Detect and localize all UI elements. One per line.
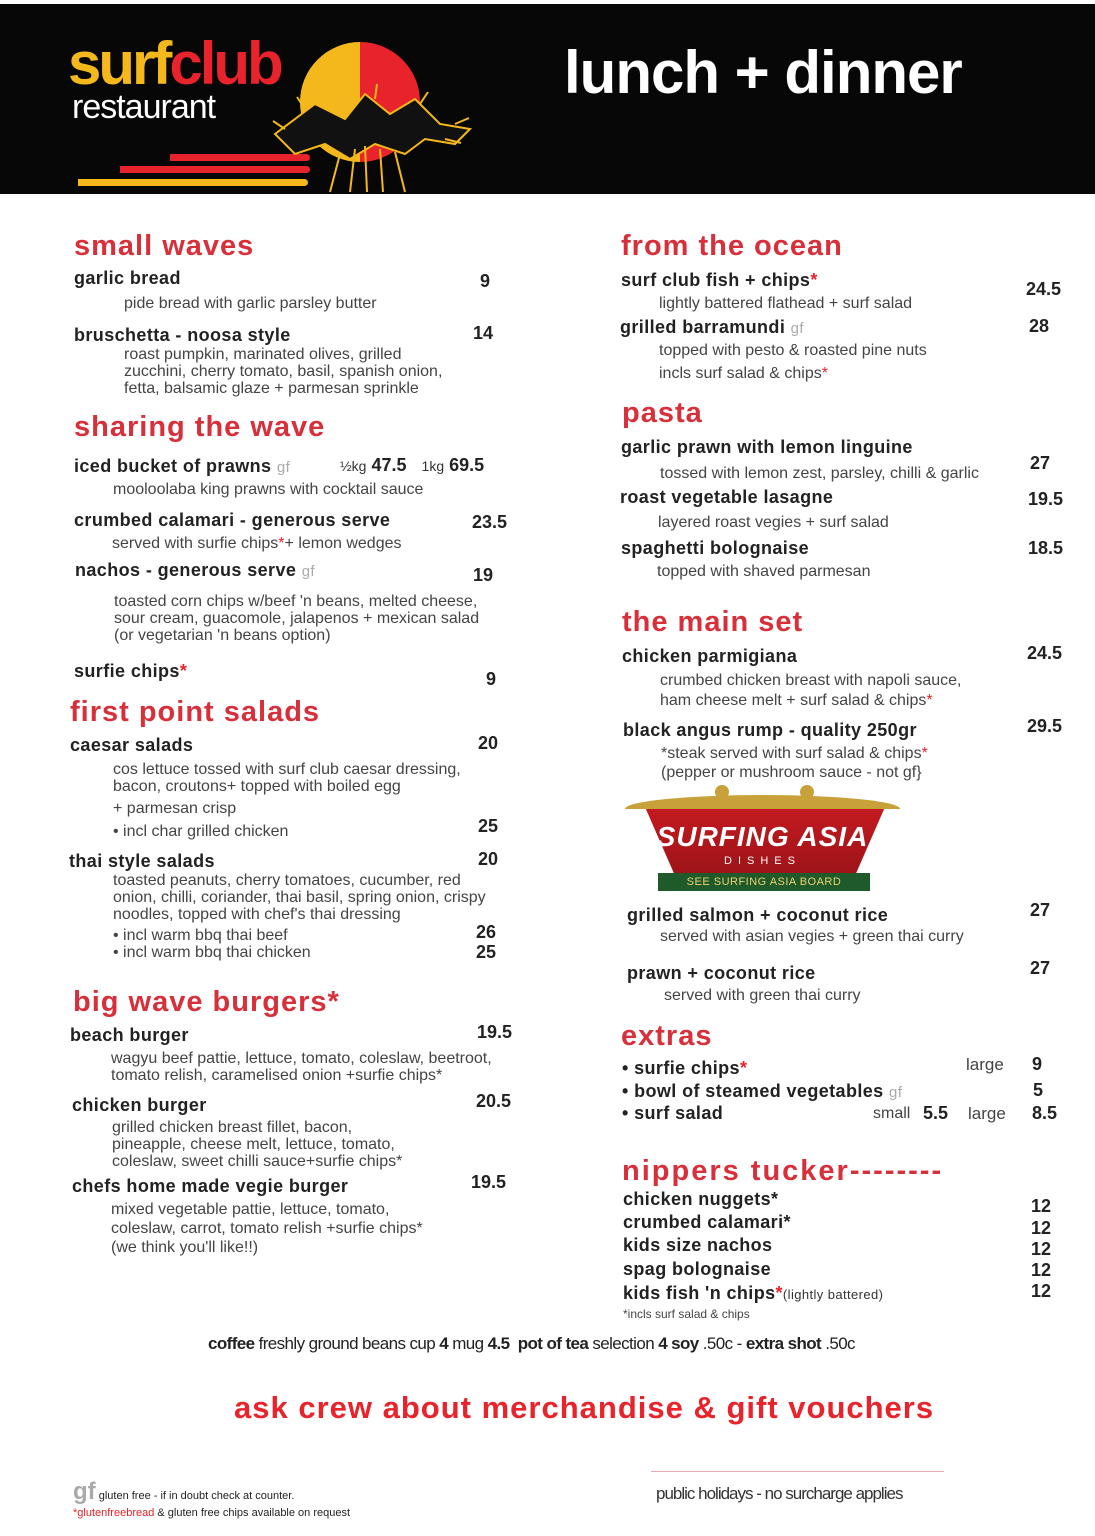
- menu-item-desc: pineapple, cheese melt, lettuce, tomato,: [112, 1136, 395, 1153]
- menu-item-name: kids size nachos: [623, 1235, 773, 1255]
- menu-item-price: 29.5: [1027, 716, 1063, 736]
- menu-item-name: beach burger: [70, 1025, 189, 1045]
- menu-item-price: 12: [1031, 1218, 1052, 1238]
- menu-item-name: kids fish 'n chips*(lightly battered): [623, 1283, 884, 1303]
- menu-item-name: garlic prawn with lemon linguine: [621, 437, 913, 457]
- section-title-pasta: pasta: [622, 397, 703, 429]
- gluten-free-tag: gf: [276, 459, 291, 476]
- menu-item-price: 24.5: [1026, 279, 1062, 299]
- menu-item-price: 19.5: [477, 1022, 513, 1042]
- menu-item-price: 14: [473, 323, 494, 343]
- size-label: large: [968, 1104, 1006, 1123]
- menu-item-name: surfie chips*: [74, 661, 188, 681]
- menu-item-option: • incl warm bbq thai chicken: [113, 944, 311, 961]
- surfing-asia-badge: [625, 785, 900, 895]
- badge-title: SURFING ASIA: [656, 821, 869, 852]
- note-text: & gluten free chips available on request: [157, 1507, 351, 1519]
- menu-item-name: prawn + coconut rice: [627, 963, 816, 983]
- drink-price: 4: [658, 1334, 668, 1353]
- price-value: 47.5: [371, 455, 407, 475]
- menu-item-desc: ham cheese melt + surf salad & chips*: [660, 692, 933, 709]
- menu-item-price: 26: [476, 922, 497, 942]
- menu-item-price: 12: [1031, 1239, 1052, 1259]
- menu-item-desc: crumbed chicken breast with napoli sauce,: [660, 672, 962, 689]
- menu-item-desc: onion, chilli, coriander, thai basil, spring onion, crispy: [113, 889, 486, 906]
- logo-wordmark: [68, 30, 281, 97]
- desc-text: incls surf salad & chips: [659, 365, 822, 382]
- size-label: large: [966, 1055, 1004, 1074]
- menu-item-option: • incl warm bbq thai beef: [113, 927, 288, 944]
- menu-item-price: 27: [1030, 453, 1051, 473]
- menu-item-name: surf club fish + chips*: [621, 270, 818, 290]
- size-label: small: [873, 1105, 911, 1122]
- menu-item-desc: toasted peanuts, cherry tomatoes, cucumber, red: [113, 872, 461, 889]
- palm-tree-icon: [255, 74, 485, 194]
- menu-item-name: grilled salmon + coconut rice: [627, 905, 889, 925]
- menu-item-desc: topped with pesto & roasted pine nuts: [659, 342, 927, 359]
- section-title-salads: first point salads: [70, 696, 321, 728]
- drink-name: pot of tea: [517, 1334, 589, 1353]
- menu-item-name: caesar salads: [70, 735, 194, 755]
- desc-text: ham cheese melt + surf salad & chips: [660, 692, 927, 709]
- section-title-sharing: sharing the wave: [74, 411, 326, 443]
- menu-item-desc: cos lettuce tossed with surf club caesar dressing,: [113, 761, 461, 778]
- section-title-burgers: big wave burgers*: [73, 986, 340, 1018]
- drink-desc: mug: [452, 1334, 484, 1353]
- gluten-free-legend: [73, 1478, 294, 1506]
- menu-item-desc: toasted corn chips w/beef 'n beans, melted cheese,: [114, 593, 478, 610]
- menu-item-price: 23.5: [472, 512, 508, 532]
- gf-mark: gf: [73, 1478, 96, 1505]
- menu-item-desc: noodles, topped with chef's thai dressing: [113, 906, 401, 923]
- menu-item-desc: tomato relish, caramelised onion +surfie chips*: [111, 1067, 443, 1084]
- section-title-ocean: from the ocean: [621, 230, 843, 262]
- drink-desc: selection: [592, 1334, 655, 1353]
- menu-item-desc: layered roast vegies + surf salad: [658, 514, 889, 531]
- drink-name: extra shot: [745, 1334, 822, 1353]
- menu-item-name: [622, 1081, 902, 1102]
- desc-text: + lemon wedges: [284, 535, 402, 552]
- menu-item-price: 8.5: [1032, 1103, 1058, 1123]
- size-label: 1kg: [421, 458, 445, 474]
- drink-price: .50c -: [702, 1334, 742, 1353]
- menu-item-name: chefs home made vegie burger: [72, 1176, 349, 1196]
- drink-name: coffee: [208, 1334, 255, 1353]
- menu-item-desc: tossed with lemon zest, parsley, chilli & garlic: [660, 465, 979, 482]
- menu-item-option: • incl char grilled chicken: [113, 823, 289, 840]
- menu-item-price: 5: [1033, 1080, 1044, 1100]
- menu-item-price: 12: [1031, 1281, 1052, 1301]
- menu-item-desc: coleslaw, carrot, tomato relish +surfie chips*: [111, 1220, 423, 1237]
- desc-text: *steak served with surf salad & chips: [661, 745, 922, 762]
- menu-item-name: thai style salads: [69, 851, 215, 871]
- drink-price: 4: [439, 1334, 449, 1353]
- gluten-free-tag: gf: [790, 320, 804, 337]
- menu-item-name: bruschetta - noosa style: [74, 325, 291, 345]
- menu-item-price: 19.5: [471, 1172, 507, 1192]
- menu-item-price: 25: [476, 942, 497, 962]
- section-title-extras: extras: [621, 1020, 713, 1052]
- nippers-footnote: *incls surf salad & chips: [623, 1307, 750, 1321]
- menu-item-desc: roast pumpkin, marinated olives, grilled: [124, 346, 402, 363]
- menu-item-price: 9: [1032, 1054, 1043, 1074]
- badge-band: SEE SURFING ASIA BOARD: [658, 873, 870, 891]
- pagoda-roof-icon: [625, 795, 900, 809]
- menu-item-name: roast vegetable lasagne: [620, 487, 834, 507]
- menu-item-price: 27: [1030, 958, 1051, 978]
- badge-subtitle: DISHES: [724, 855, 801, 867]
- gluten-free-tag: gf: [888, 1084, 903, 1101]
- menu-item-name: [620, 317, 804, 338]
- menu-item-price: 20: [478, 733, 499, 753]
- menu-item-desc: pide bread with garlic parsley butter: [124, 295, 377, 312]
- menu-item-desc: wagyu beef pattie, lettuce, tomato, coleslaw, beetroot,: [111, 1050, 492, 1067]
- item-label: surf club fish + chips: [621, 270, 811, 290]
- menu-item-desc: (pepper or mushroom sauce - not gf}: [661, 764, 922, 781]
- divider: [651, 1471, 944, 1472]
- item-label: nachos - generous serve: [75, 560, 297, 580]
- menu-item-price: 12: [1031, 1196, 1052, 1216]
- menu-item-desc: *steak served with surf salad & chips*: [661, 745, 928, 762]
- item-label: grilled barramundi: [620, 317, 786, 337]
- menu-item-desc: served with asian vegies + green thai curry: [660, 928, 964, 945]
- menu-item-name: chicken parmigiana: [622, 646, 798, 666]
- menu-item-desc: zucchini, cherry tomato, basil, spanish onion,: [124, 363, 443, 380]
- menu-item-desc: topped with shaved parmesan: [657, 563, 871, 580]
- section-title-main: the main set: [622, 606, 804, 638]
- item-label: iced bucket of prawns: [74, 456, 272, 476]
- menu-item-desc: mooloolaba king prawns with cocktail sauce: [113, 481, 424, 498]
- menu-title: lunch + dinner: [564, 39, 962, 106]
- menu-item-desc: served with surfie chips*+ lemon wedges: [112, 535, 402, 552]
- gluten-free-tag: gf: [301, 563, 315, 580]
- item-label: • bowl of steamed vegetables: [622, 1081, 884, 1101]
- legend-text: gluten free - if in doubt check at counter.: [98, 1490, 295, 1502]
- menu-item-name: • surfie chips*: [622, 1058, 748, 1078]
- menu-item-price: 19: [473, 565, 494, 585]
- menu-item-desc: fetta, balsamic glaze + parmesan sprinkle: [124, 380, 419, 397]
- desc-text: served with surfie chips: [112, 535, 279, 552]
- menu-item-desc: (or vegetarian 'n beans option): [114, 627, 331, 644]
- menu-item-price: 28: [1029, 316, 1050, 336]
- menu-item-desc: incls surf salad & chips*: [659, 365, 828, 382]
- drink-name: soy: [671, 1334, 699, 1353]
- menu-item-name: [75, 560, 315, 581]
- menu-item-price: 9: [486, 669, 497, 689]
- menu-item-price: 9: [480, 271, 491, 291]
- item-label: surfie chips: [74, 661, 180, 681]
- menu-item-price: 19.5: [1028, 489, 1064, 509]
- note-highlight: *glutenfreebread: [73, 1507, 155, 1519]
- menu-item-extra: + parmesan crisp: [113, 800, 237, 817]
- menu-item-desc: bacon, croutons+ topped with boiled egg: [113, 778, 401, 795]
- menu-item-price: 12: [1031, 1260, 1052, 1280]
- menu-item-desc: sour cream, guacomole, jalapenos + mexican salad: [114, 610, 480, 627]
- section-title-small-waves: small waves: [74, 230, 255, 262]
- menu-item-name: crumbed calamari - generous serve: [74, 510, 391, 530]
- menu-item-price: 25: [478, 816, 499, 836]
- menu-item-price: 5.5: [923, 1103, 949, 1123]
- logo-club: club: [169, 30, 281, 97]
- menu-item-price: 18.5: [1028, 538, 1064, 558]
- menu-item-name: chicken burger: [72, 1095, 207, 1115]
- price-value: 69.5: [449, 455, 485, 475]
- menu-item-price: 27: [1030, 900, 1051, 920]
- menu-item-price: [340, 455, 484, 476]
- drink-desc: freshly ground beans cup: [258, 1334, 436, 1353]
- menu-item-desc: mixed vegetable pattie, lettuce, tomato,: [111, 1201, 390, 1218]
- menu-item-name: garlic bread: [74, 268, 181, 288]
- section-title-nippers: nippers tucker--------: [622, 1155, 944, 1187]
- item-label: kids fish 'n chips: [623, 1283, 776, 1303]
- gluten-free-note: [73, 1507, 350, 1519]
- menu-item-name: • surf salad: [622, 1103, 724, 1123]
- menu-item-desc: lightly battered flathead + surf salad: [659, 295, 913, 312]
- menu-item-desc: coleslaw, sweet chilli sauce+surfie chips*: [112, 1153, 403, 1170]
- logo-surf: surf: [68, 30, 170, 97]
- menu-item-desc: (we think you'll like!!): [111, 1239, 259, 1256]
- promo-banner: ask crew about merchandise & gift vouchers: [234, 1390, 935, 1425]
- drinks-line: [208, 1334, 855, 1354]
- holiday-notice: public holidays - no surcharge applies: [656, 1484, 903, 1503]
- logo-subtitle: restaurant: [72, 88, 216, 126]
- menu-item-name: [74, 456, 290, 477]
- menu-header: [0, 4, 1095, 194]
- menu-item-name: crumbed calamari*: [623, 1212, 791, 1232]
- menu-item-price: 20.5: [476, 1091, 512, 1111]
- item-label: • surfie chips: [622, 1058, 740, 1078]
- menu-item-name: black angus rump - quality 250gr: [623, 720, 917, 740]
- menu-item-desc: grilled chicken breast fillet, bacon,: [112, 1119, 353, 1136]
- menu-item-price: 20: [478, 849, 499, 869]
- size-label: ½kg: [340, 458, 367, 474]
- menu-item-desc: served with green thai curry: [664, 987, 861, 1004]
- menu-item-price: 24.5: [1027, 643, 1063, 663]
- menu-item-name: spag bolognaise: [623, 1259, 772, 1279]
- menu-item-name: spaghetti bolognaise: [621, 538, 810, 558]
- menu-item-name: chicken nuggets*: [623, 1189, 779, 1209]
- drink-price: .50c: [825, 1334, 855, 1353]
- drink-price: 4.5: [487, 1334, 510, 1353]
- item-note: (lightly battered): [782, 1287, 884, 1302]
